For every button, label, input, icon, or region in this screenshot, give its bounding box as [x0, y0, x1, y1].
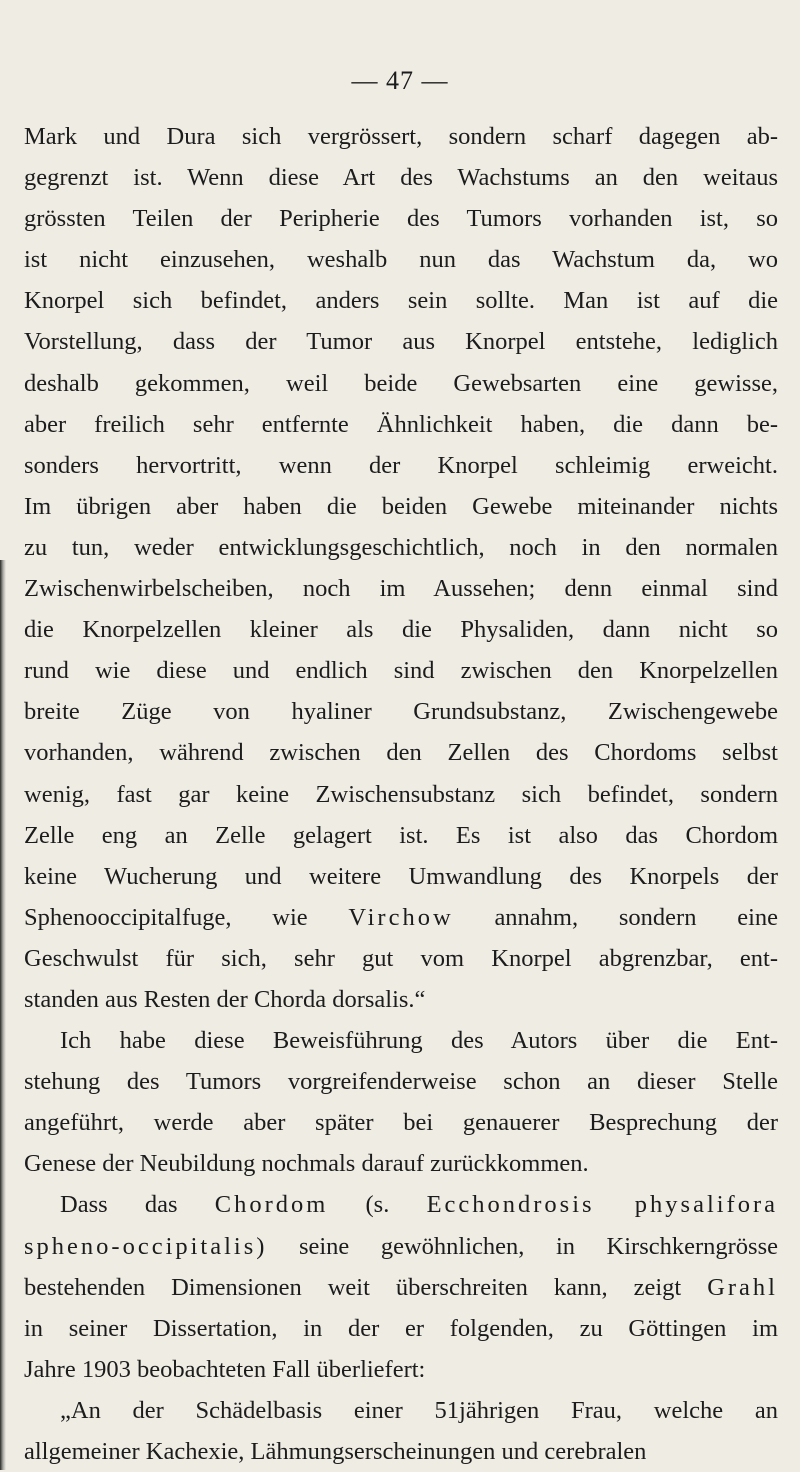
text-segment: Dass das	[60, 1191, 178, 1219]
text-line	[24, 897, 778, 938]
text-line: Geschwulst für sich, sehr gut vom Knorpel abgrenzbar, ent-	[24, 944, 778, 972]
text-segment: annahm, sondern eine	[494, 903, 779, 931]
text-line: die Knorpelzellen kleiner als die Physaliden, dann nicht so	[24, 616, 778, 644]
text-segment: bestehenden Dimensionen weit überschreiten kann, zeigt	[24, 1273, 682, 1301]
text-line: Knorpel sich befindet, anders sein sollte. Man ist auf die	[24, 287, 778, 315]
text-line: Zelle eng an Zelle gelagert ist. Es ist also das Chordom	[24, 821, 778, 849]
text-line: keine Wucherung und weitere Umwandlung des Knorpels der	[24, 862, 778, 890]
text-line: rund wie diese und endlich sind zwischen den Knorpelzellen	[24, 657, 778, 685]
author-name-virchow: Virchow	[348, 903, 454, 931]
text-line: zu tun, weder entwicklungsgeschichtlich, noch in den normalen	[24, 533, 778, 561]
text-segment: Sphenooccipitalfuge, wie	[24, 903, 308, 931]
text-line: Im übrigen aber haben die beiden Gewebe miteinander nichts	[24, 492, 778, 520]
text-line: grössten Teilen der Peripherie des Tumors vorhanden ist, so	[24, 205, 778, 233]
text-segment: (s.	[365, 1191, 390, 1219]
text-line: stehung des Tumors vorgreifenderweise schon an dieser Stelle	[24, 1068, 778, 1096]
text-line: wenig, fast gar keine Zwischensubstanz sich befindet, sondern	[24, 780, 778, 808]
text-line: aber freilich sehr entfernte Ähnlichkeit haben, die dann be-	[24, 410, 778, 438]
text-line: gegrenzt ist. Wenn diese Art des Wachstums an den weitaus	[24, 164, 778, 192]
text-line: Ich habe diese Beweisführung des Autors über die Ent-	[60, 1027, 778, 1055]
author-name-grahl: Grahl	[707, 1273, 778, 1301]
text-line: sonders hervortritt, wenn der Knorpel schleimig erweicht.	[24, 451, 778, 479]
text-line: in seiner Dissertation, in der er folgenden, zu Göttingen im	[24, 1314, 778, 1342]
text-line: standen aus Resten der Chorda dorsalis.“	[24, 985, 426, 1013]
term-chordom: Chordom	[214, 1191, 329, 1219]
text-line: ist nicht einzusehen, weshalb nun das Wachstum da, wo	[24, 246, 778, 274]
text-line: angeführt, werde aber später bei genauerer Besprechung der	[24, 1109, 778, 1137]
text-line: breite Züge von hyaliner Grundsubstanz, Zwischengewebe	[24, 698, 778, 726]
body-text	[24, 116, 778, 1472]
text-line: Genese der Neubildung nochmals darauf zurückkommen.	[24, 1150, 589, 1178]
text-line	[24, 1267, 778, 1308]
text-line: Jahre 1903 beobachteten Fall überliefert:	[24, 1355, 426, 1383]
text-line	[24, 1226, 778, 1267]
text-line: deshalb gekommen, weil beide Gewebsarten eine gewisse,	[24, 369, 778, 397]
text-line	[24, 1184, 778, 1225]
term-ecchondrosis: Ecchondrosis physalifora	[426, 1191, 778, 1219]
binding-shadow	[0, 560, 6, 1470]
text-segment: seine gewöhnlichen, in Kirschkerngrösse	[298, 1232, 779, 1260]
term-spheno-occipitalis: spheno-occipitalis)	[24, 1232, 268, 1260]
text-line: vorhanden, während zwischen den Zellen des Chordoms selbst	[24, 739, 778, 767]
text-line: „An der Schädelbasis einer 51jährigen Frau, welche an	[60, 1396, 778, 1424]
text-line: Mark und Dura sich vergrössert, sondern scharf dagegen ab-	[24, 123, 778, 150]
page-number: — 47 —	[351, 66, 449, 95]
text-line: Zwischenwirbelscheiben, noch im Aussehen; denn einmal sind	[24, 575, 778, 603]
text-line: Vorstellung, dass der Tumor aus Knorpel entstehe, lediglich	[24, 328, 778, 356]
text-line: allgemeiner Kachexie, Lähmungserscheinungen und cerebralen	[24, 1438, 647, 1465]
